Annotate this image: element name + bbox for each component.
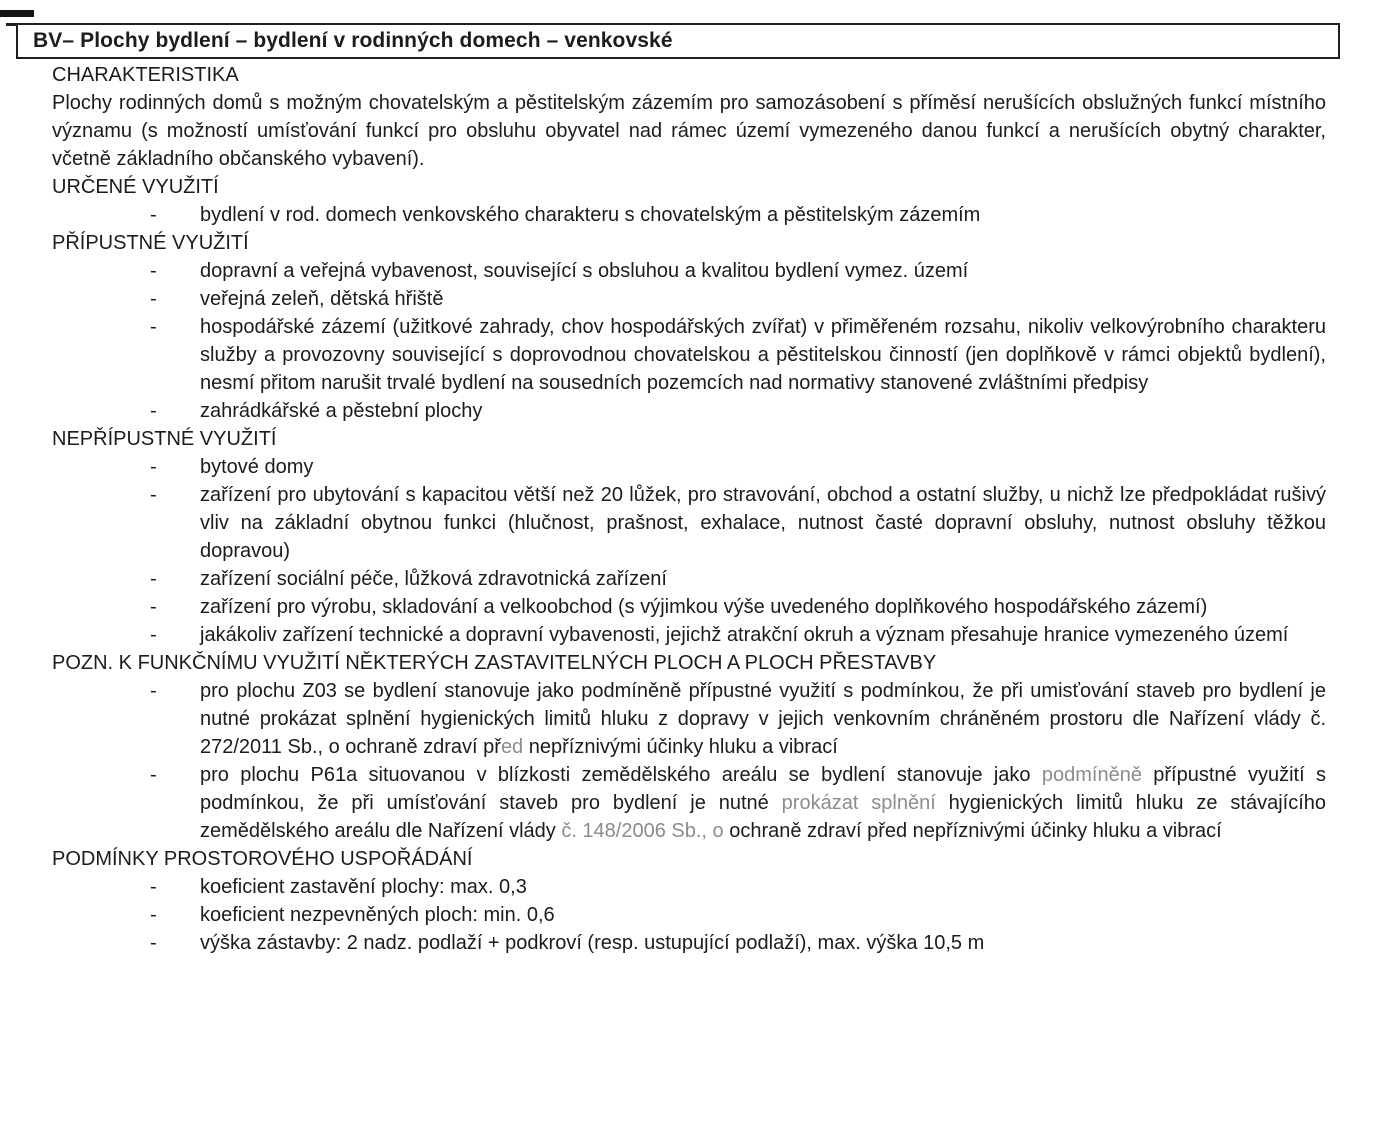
section-heading: CHARAKTERISTIKA: [52, 64, 239, 86]
bullet-dash: -: [150, 400, 157, 422]
section-heading: PŘÍPUSTNÉ VYUŽITÍ: [52, 232, 249, 254]
document-body: [52, 61, 1326, 957]
list-item: [52, 453, 1326, 481]
bullet-dash: -: [150, 204, 157, 226]
list-item: [52, 565, 1326, 593]
text-segment: zahrádkářské a pěstební plochy: [200, 400, 483, 422]
text-segment: dopravní a veřejná vybavenost, související s obsluhou a kvalitou bydlení vymez. území: [200, 260, 969, 282]
text-segment: č. 148/2006 Sb., o: [561, 820, 724, 842]
bullet-dash: -: [150, 316, 157, 338]
text-segment: bytové domy: [200, 456, 314, 478]
bullet-dash: -: [150, 876, 157, 898]
text-segment: koeficient nezpevněných ploch: min. 0,6: [200, 904, 555, 926]
bullet-dash: -: [150, 764, 157, 786]
text-segment: zařízení pro výrobu, skladování a velkoobchod (s výjimkou výše uvedeného doplňkového hospodářského zázemí): [200, 596, 1208, 618]
list-item: [52, 901, 1326, 929]
text-segment: jakákoliv zařízení technické a dopravní vybavenosti, jejichž atrakční okruh a význam přesahuje hranice vymezeného území: [200, 624, 1289, 646]
title-box: [16, 23, 1340, 59]
bullet-dash: -: [150, 596, 157, 618]
text-segment: ed: [500, 736, 524, 758]
section-heading: URČENÉ VYUŽITÍ: [52, 176, 219, 198]
list-item: [52, 285, 1326, 313]
text-segment: zařízení sociální péče, lůžková zdravotnická zařízení: [200, 568, 667, 590]
bullet-dash: -: [150, 568, 157, 590]
bullet-dash: -: [150, 260, 157, 282]
text-segment: koeficient zastavění plochy: max. 0,3: [200, 876, 527, 898]
text-segment: veřejná zeleň, dětská hřiště: [200, 288, 444, 310]
bullet-dash: -: [150, 680, 157, 702]
text-segment: zařízení pro ubytování s kapacitou větší než 20 lůžek, pro stravování, obchod a ostatní služby, u nichž lze předpokládat rušivý vliv na základní obytnou funkci (hlučnost, prašnost, exhalace, nutnost časté dopravní obsluhy, nutnost obsluhy těžkou dopravou): [200, 484, 1326, 562]
list-item: [52, 481, 1326, 565]
text-segment: přípustné využití s podmínkou, že při umísťování staveb pro bydlení je nutné: [200, 764, 1326, 814]
text-segment: pro plochu Z03 se bydlení stanovuje jako podmíněně přípustné využití s podmínkou, že při umisťování staveb pro bydlení je nutné prokázat splnění hygienických limitů hluku z dopravy v jejich venkovním chráněném prostoru dle Nařízení vlády č. 272/2011 Sb., o ochraně zdraví př: [200, 680, 1326, 758]
page-title: BV– Plochy bydlení – bydlení v rodinných domech – venkovské: [33, 29, 673, 52]
list-item: [52, 929, 1326, 957]
text-segment: podmíněně: [1041, 764, 1142, 786]
list-item: [52, 397, 1326, 425]
list-item: [52, 677, 1326, 761]
text-segment: hospodářské zázemí (užitkové zahrady, chov hospodářských zvířat) v přiměřeném rozsahu, nikoliv velkovýrobního charakteru služby a provozovny související s doprovodnou chovatelskou a pěstitelskou činností (jen doplňkově v rámci objektů bydlení), nesmí přitom narušit trvalé bydlení na sousedních pozemcích nad normativy stanovené zvláštními předpisy: [200, 316, 1326, 394]
bullet-dash: -: [150, 932, 157, 954]
list-item: [52, 621, 1326, 649]
text-segment: výška zástavby: 2 nadz. podlaží + podkroví (resp. ustupující podlaží), max. výška 10,5 m: [200, 932, 985, 954]
list-item: [52, 761, 1326, 845]
list-item: [52, 873, 1326, 901]
text-segment: bydlení v rod. domech venkovského charakteru s chovatelským a pěstitelským zázemím: [200, 204, 981, 226]
section-heading: POZN. K FUNKČNÍMU VYUŽITÍ NĚKTERÝCH ZASTAVITELNÝCH PLOCH A PLOCH PŘESTAVBY: [52, 652, 937, 674]
text-segment: pro plochu P61a situovanou v blízkosti zemědělského areálu se bydlení stanovuje jako: [200, 764, 1042, 786]
text-segment: prokázat splnění: [781, 792, 936, 814]
section-paragraph: Plochy rodinných domů s možným chovatelským a pěstitelským zázemím pro samozásobení s příměsí nerušících obslužných funkcí místního významu (s možností umísťování funkcí pro obsluhu obyvatel nad rámec území vymezeného danou funkcí a nerušících obytný charakter, včetně základního občanského vybavení).: [52, 92, 1326, 170]
bullet-dash: -: [150, 624, 157, 646]
bullet-dash: -: [150, 456, 157, 478]
section-heading: NEPŘÍPUSTNÉ VYUŽITÍ: [52, 428, 277, 450]
scan-artifact-line: [0, 10, 34, 17]
list-item: [52, 201, 1326, 229]
list-item: [52, 313, 1326, 397]
list-item: [52, 593, 1326, 621]
bullet-dash: -: [150, 484, 157, 506]
bullet-dash: -: [150, 904, 157, 926]
text-segment: hygienických limitů hluku ze stávajícího zemědělského areálu dle Nařízení vlády: [200, 792, 1326, 842]
list-item: [52, 257, 1326, 285]
text-segment: ochraně zdraví před nepříznivými účinky hluku a vibrací: [723, 820, 1222, 842]
text-segment: nepříznivými účinky hluku a vibrací: [523, 736, 838, 758]
section-heading: PODMÍNKY PROSTOROVÉHO USPOŘÁDÁNÍ: [52, 848, 473, 870]
bullet-dash: -: [150, 288, 157, 310]
